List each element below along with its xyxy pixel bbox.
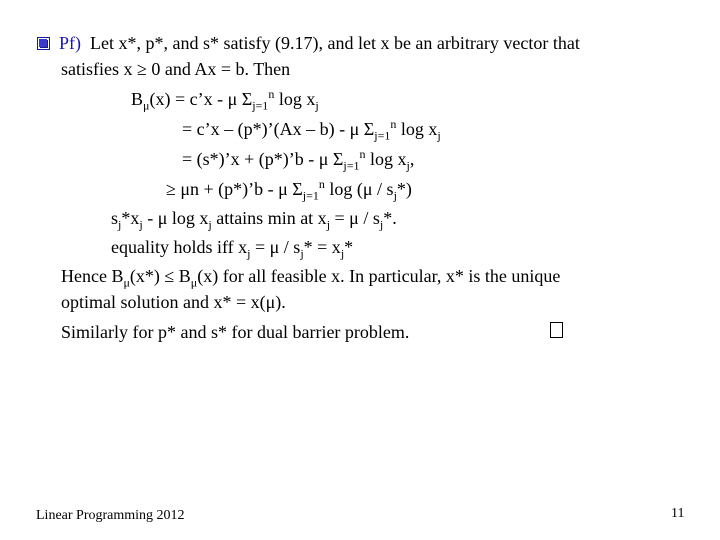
square-bullet-icon <box>37 37 50 50</box>
equation-line-2: = c’x – (p*)’(Ax – b) - μ $\Sigma_{j=1}^n$ $\log x_j$ <box>182 117 441 143</box>
equation-line-6: equality holds iff $x_j = \mu / s_j* = x_j*$ <box>111 237 354 261</box>
equation-line-5: $s_j*x_j$ - μ $\log x_j$ attains min at $x_j = \mu / s_j*$. <box>111 208 397 232</box>
proof-line-2 <box>61 58 290 80</box>
footer-course: Linear Programming 2012 <box>36 508 185 523</box>
page-number: 11 <box>671 506 685 521</box>
equation-line-3: = (s*)’x + (p*)’b - μ $\Sigma_{j=1}^n$ $\log x_j$, <box>182 147 415 173</box>
proof-line-1 <box>59 32 580 54</box>
proof-line-5: Similarly for p* and s* for dual barrier problem. <box>61 322 410 342</box>
equation-line-4: ≥ μn + (p*)’b - μ $\Sigma_{j=1}^n$ $\log (\mu / s_j*)$ <box>166 177 412 203</box>
qed-box-icon <box>550 322 563 338</box>
pf-label: Pf) <box>59 33 81 53</box>
proof-line-3: Hence $B_\mu(x*) \le B_\mu(x)$ for all feasible x. In particular, x* is the unique <box>61 266 561 290</box>
proof-text: Let x*, p*, and s* satisfy (9.17), and let x be an arbitrary vector that <box>90 33 580 53</box>
equation-line-1: $B_\mu(x)$ = c’x - μ $\Sigma_{j=1}^n$ $\log x_j$ <box>131 87 319 113</box>
proof-text: satisfies x ≥ 0 and Ax = b. Then <box>61 59 291 79</box>
proof-line-4: optimal solution and x* = x(μ). <box>61 292 286 312</box>
